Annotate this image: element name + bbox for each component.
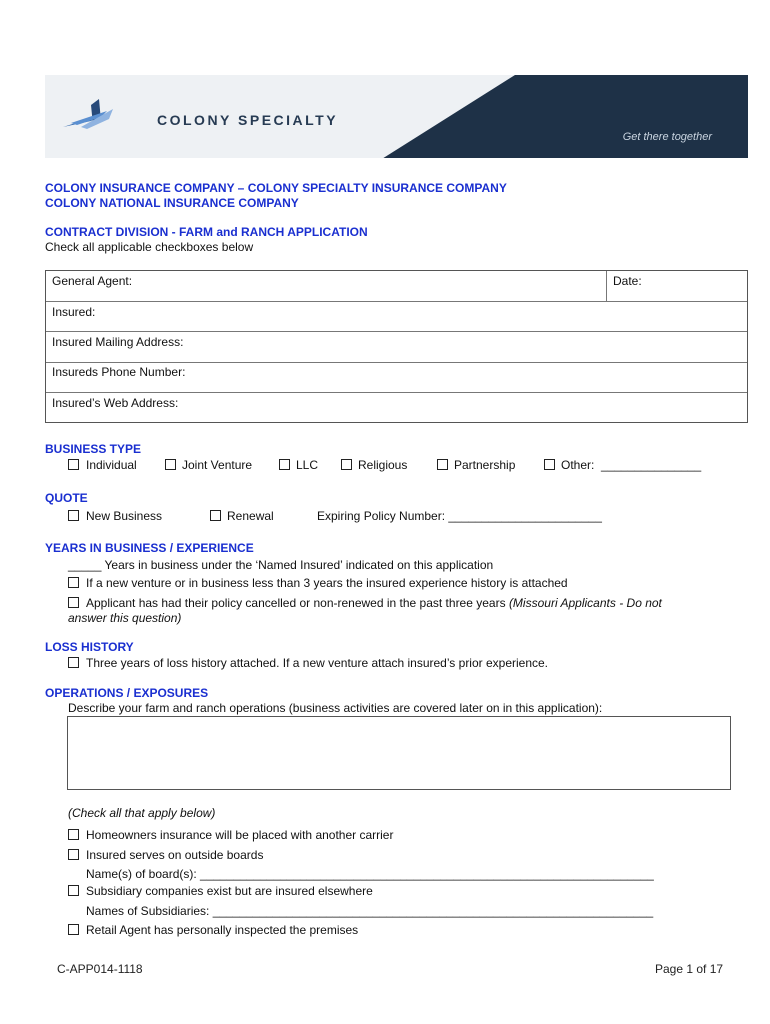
- applicant-info-table: [45, 270, 748, 423]
- board-names-field[interactable]: Name(s) of board(s): ____________________________________________________________________: [86, 867, 654, 881]
- operations-heading: OPERATIONS / EXPOSURES: [45, 686, 209, 700]
- new-venture-label: If a new venture or in business less than 3 years the insured experience history is attached: [86, 576, 568, 590]
- individual-checkbox[interactable]: [68, 459, 79, 470]
- company-line-2: COLONY NATIONAL INSURANCE COMPANY: [45, 196, 299, 210]
- colony-logo-icon: [61, 97, 121, 131]
- operations-description-input[interactable]: [67, 716, 731, 790]
- homeowners-label: Homeowners insurance will be placed with another carrier: [86, 828, 394, 842]
- quote-heading: QUOTE: [45, 491, 88, 505]
- loss-history-heading: LOSS HISTORY: [45, 640, 134, 654]
- expiring-policy-field[interactable]: Expiring Policy Number: _______________________: [317, 509, 602, 523]
- premises-inspected-label: Retail Agent has personally inspected the premises: [86, 923, 359, 937]
- general-agent-field[interactable]: General Agent:: [52, 274, 133, 288]
- date-field[interactable]: Date:: [613, 274, 642, 288]
- new-venture-checkbox[interactable]: [68, 577, 79, 588]
- cancelled-policy-checkbox[interactable]: [68, 597, 79, 608]
- joint-venture-label: Joint Venture: [182, 458, 253, 472]
- page-number: Page 1 of 17: [655, 962, 724, 976]
- loss-history-checkbox[interactable]: [68, 657, 79, 668]
- mailing-address-field[interactable]: Insured Mailing Address:: [52, 335, 184, 349]
- years-heading: YEARS IN BUSINESS / EXPERIENCE: [45, 541, 254, 555]
- missouri-note: (Missouri Applicants - Do not: [508, 596, 662, 610]
- new-business-label: New Business: [86, 509, 163, 523]
- form-code: C-APP014-1118: [57, 962, 143, 976]
- company-line-1: COLONY INSURANCE COMPANY – COLONY SPECIALTY INSURANCE COMPANY: [45, 181, 507, 195]
- phone-field[interactable]: Insureds Phone Number:: [52, 365, 186, 379]
- tagline: Get there together: [622, 131, 712, 143]
- partnership-label: Partnership: [454, 458, 516, 472]
- years-in-business-field[interactable]: _____ Years in business under the ‘Named Insured’ indicated on this application: [68, 558, 494, 572]
- religious-checkbox[interactable]: [341, 459, 352, 470]
- cancelled-policy-label: Applicant has had their policy cancelled or non-renewed in the past three years (Missouri Applicants - Do not: [86, 596, 662, 610]
- form-title: CONTRACT DIVISION - FARM and RANCH APPLICATION: [45, 225, 368, 239]
- individual-label: Individual: [86, 458, 137, 472]
- form-instruction: Check all applicable checkboxes below: [45, 240, 254, 254]
- subsidiary-names-field[interactable]: Names of Subsidiaries: __________________________________________________________________: [86, 904, 654, 918]
- outside-boards-checkbox[interactable]: [68, 849, 79, 860]
- insured-field[interactable]: Insured:: [52, 305, 96, 319]
- business-type-heading: BUSINESS TYPE: [45, 442, 142, 456]
- loss-history-label: Three years of loss history attached. If a new venture attach insured’s prior experience.: [86, 656, 549, 670]
- subsidiary-label: Subsidiary companies exist but are insured elsewhere: [86, 884, 373, 898]
- partnership-checkbox[interactable]: [437, 459, 448, 470]
- renewal-checkbox[interactable]: [210, 510, 221, 521]
- operations-describe-label: Describe your farm and ranch operations (business activities are covered later on in this application):: [68, 701, 603, 715]
- homeowners-checkbox[interactable]: [68, 829, 79, 840]
- header-banner: [45, 75, 748, 158]
- check-all-note: (Check all that apply below): [68, 806, 216, 820]
- subsidiary-checkbox[interactable]: [68, 885, 79, 896]
- outside-boards-label: Insured serves on outside boards: [86, 848, 264, 862]
- religious-label: Religious: [358, 458, 408, 472]
- other-label: Other: _______________: [561, 458, 702, 472]
- renewal-label: Renewal: [227, 509, 274, 523]
- other-checkbox[interactable]: [544, 459, 555, 470]
- llc-label: LLC: [296, 458, 319, 472]
- web-address-field[interactable]: Insured’s Web Address:: [52, 396, 179, 410]
- brand-name: COLONY SPECIALTY: [157, 112, 339, 128]
- premises-inspected-checkbox[interactable]: [68, 924, 79, 935]
- llc-checkbox[interactable]: [279, 459, 290, 470]
- new-business-checkbox[interactable]: [68, 510, 79, 521]
- joint-venture-checkbox[interactable]: [165, 459, 176, 470]
- missouri-note-cont: answer this question): [68, 611, 182, 625]
